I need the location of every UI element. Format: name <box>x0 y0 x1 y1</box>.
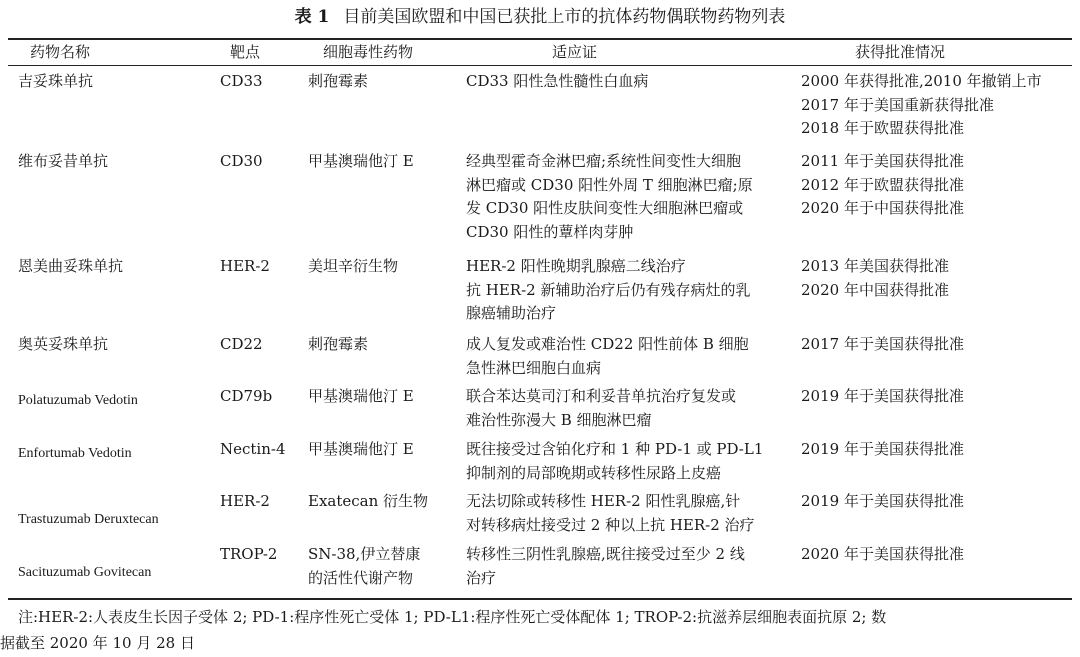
cell-approval-status <box>801 150 1076 221</box>
cell-target-line: CD22 <box>220 335 263 353</box>
cell-indication <box>466 385 796 432</box>
cell-cytotoxic-drug-line: 甲基澳瑞他汀 E <box>308 440 414 458</box>
cell-cytotoxic-drug <box>308 490 458 514</box>
cell-cytotoxic-drug-line: 甲基澳瑞他汀 E <box>308 152 414 170</box>
cell-drug-name <box>18 333 218 357</box>
cell-approval-status-line: 2020 年中国获得批准 <box>801 280 949 299</box>
cell-approval-status-line: 2020 年于美国获得批准 <box>801 545 964 563</box>
cell-target-line: CD33 <box>220 72 263 90</box>
table-caption <box>0 6 1080 28</box>
cell-cytotoxic-drug <box>308 333 458 357</box>
cell-indication-line: 腺癌辅助治疗 <box>466 304 557 322</box>
cell-target-line: TROP-2 <box>220 545 278 563</box>
table-number: 表 1 <box>294 7 330 27</box>
cell-drug-name-line: Trastuzumab Deruxtecan <box>18 512 159 527</box>
cell-approval-status <box>801 385 1076 409</box>
cell-approval-status <box>801 438 1076 462</box>
header-rule <box>8 65 1072 66</box>
cell-target <box>220 255 305 279</box>
cell-approval-status <box>801 543 1076 567</box>
cell-target <box>220 385 305 409</box>
cell-indication-line: 淋巴瘤或 CD30 阳性外周 T 细胞淋巴瘤;原 <box>466 175 753 194</box>
cell-cytotoxic-drug <box>308 543 458 590</box>
cell-indication-line: 抑制剂的局部晚期或转移性尿路上皮癌 <box>466 463 722 482</box>
cell-drug-name-line: 吉妥珠单抗 <box>18 72 94 90</box>
cell-indication <box>466 438 796 485</box>
cell-approval-status <box>801 333 1076 357</box>
cell-drug-name-line: Enfortumab Vedotin <box>18 446 132 461</box>
cell-cytotoxic-drug <box>308 255 458 279</box>
cell-indication-line: 无法切除或转移性 HER-2 阳性乳腺癌,针 <box>466 492 741 510</box>
cell-drug-name-line: 恩美曲妥珠单抗 <box>18 257 124 275</box>
cell-indication-line: 抗 HER-2 新辅助治疗后仍有残存病灶的乳 <box>466 280 751 299</box>
cell-target <box>220 543 305 567</box>
cell-indication-line: 对转移病灶接受过 2 种以上抗 HER-2 治疗 <box>466 515 755 534</box>
note-line: 注:HER-2:人表皮生长因子受体 2; PD-1:程序性死亡受体 1; PD-L1:程序性死亡受体配体 1; TROP-2:抗滋养层细胞表面抗原 2; 数 <box>18 608 887 626</box>
cell-indication-line: CD33 阳性急性髓性白血病 <box>466 72 649 90</box>
cell-target-line: CD30 <box>220 152 263 170</box>
cell-indication-line: HER-2 阳性晚期乳腺癌二线治疗 <box>466 257 686 275</box>
cell-target <box>220 150 305 174</box>
cell-drug-name <box>18 70 218 94</box>
cell-approval-status-line: 2017 年于美国获得批准 <box>801 335 964 353</box>
cell-approval-status-line: 2017 年于美国重新获得批准 <box>801 95 994 114</box>
header-target: 靶点 <box>230 43 261 61</box>
cell-indication-line: 难治性弥漫大 B 细胞淋巴瘤 <box>466 410 652 429</box>
cell-indication <box>466 333 796 380</box>
bottom-rule <box>8 598 1072 600</box>
cell-cytotoxic-drug-line: SN-38,伊立替康 <box>308 545 421 563</box>
cell-indication-line: 既往接受过含铂化疗和 1 种 PD-1 或 PD-L1 <box>466 440 764 458</box>
cell-indication <box>466 70 796 94</box>
cell-cytotoxic-drug <box>308 150 458 174</box>
cell-cytotoxic-drug-line: 甲基澳瑞他汀 E <box>308 387 414 405</box>
cell-approval-status <box>801 70 1076 141</box>
cell-indication <box>466 255 796 326</box>
cell-target-line: Nectin-4 <box>220 440 286 458</box>
table-note <box>0 604 1072 656</box>
cell-cytotoxic-drug-line: 美坦辛衍生物 <box>308 257 399 275</box>
cell-approval-status-line: 2012 年于欧盟获得批准 <box>801 175 964 194</box>
cell-approval-status-line: 2019 年于美国获得批准 <box>801 492 964 510</box>
cell-target-line: CD79b <box>220 387 273 405</box>
header-drug-name: 药物名称 <box>30 43 91 61</box>
cell-cytotoxic-drug <box>308 70 458 94</box>
cell-drug-name <box>18 389 218 413</box>
header-cytotoxic-drug: 细胞毒性药物 <box>323 43 414 61</box>
cell-target <box>220 70 305 94</box>
cell-approval-status-line: 2019 年于美国获得批准 <box>801 440 964 458</box>
cell-cytotoxic-drug-line: 刺孢霉素 <box>308 72 369 90</box>
cell-indication-line: 经典型霍奇金淋巴瘤;系统性间变性大细胞 <box>466 152 742 170</box>
cell-indication-line: CD30 阳性的蕈样肉芽肿 <box>466 222 634 241</box>
cell-drug-name-line: 维布妥昔单抗 <box>18 152 109 170</box>
cell-target-line: HER-2 <box>220 492 270 510</box>
cell-cytotoxic-drug-line: 刺孢霉素 <box>308 335 369 353</box>
cell-target <box>220 438 305 462</box>
cell-indication-line: 转移性三阴性乳腺癌,既往接受过至少 2 线 <box>466 545 745 563</box>
cell-cytotoxic-drug <box>308 438 458 462</box>
note-line: 据截至 2020 年 10 月 28 日 <box>0 634 195 652</box>
cell-approval-status-line: 2013 年美国获得批准 <box>801 257 949 275</box>
cell-target <box>220 333 305 357</box>
cell-approval-status-line: 2020 年于中国获得批准 <box>801 199 964 217</box>
cell-drug-name <box>18 442 218 466</box>
table-title: 目前美国欧盟和中国已获批上市的抗体药物偶联物药物列表 <box>343 7 786 27</box>
cell-indication <box>466 490 796 537</box>
cell-drug-name <box>18 150 218 174</box>
cell-indication-line: 急性淋巴细胞白血病 <box>466 358 602 377</box>
cell-target-line: HER-2 <box>220 257 270 275</box>
cell-drug-name <box>18 561 218 585</box>
cell-indication-line: 联合苯达莫司汀和利妥昔单抗治疗复发或 <box>466 387 737 405</box>
cell-drug-name <box>18 255 218 279</box>
cell-approval-status <box>801 255 1076 302</box>
cell-approval-status-line: 2011 年于美国获得批准 <box>801 152 964 170</box>
top-rule <box>8 38 1072 40</box>
cell-cytotoxic-drug-line: 的活性代谢产物 <box>308 568 414 587</box>
cell-approval-status-line: 2018 年于欧盟获得批准 <box>801 119 964 137</box>
cell-approval-status-line: 2000 年获得批准,2010 年撤销上市 <box>801 72 1042 90</box>
cell-approval-status <box>801 490 1076 514</box>
cell-drug-name-line: Sacituzumab Govitecan <box>18 565 152 580</box>
cell-indication-line: 发 CD30 阳性皮肤间变性大细胞淋巴瘤或 <box>466 199 744 217</box>
cell-indication-line: 治疗 <box>466 568 497 587</box>
cell-indication-line: 成人复发或难治性 CD22 阳性前体 B 细胞 <box>466 335 749 353</box>
cell-indication <box>466 150 796 244</box>
cell-drug-name-line: 奥英妥珠单抗 <box>18 335 109 353</box>
cell-drug-name-line: Polatuzumab Vedotin <box>18 393 138 408</box>
cell-target <box>220 490 305 514</box>
cell-drug-name <box>18 508 218 532</box>
cell-indication <box>466 543 796 590</box>
cell-cytotoxic-drug <box>308 385 458 409</box>
cell-approval-status-line: 2019 年于美国获得批准 <box>801 387 964 405</box>
header-indication: 适应证 <box>552 43 598 61</box>
header-approval-status: 获得批准情况 <box>855 43 946 61</box>
cell-cytotoxic-drug-line: Exatecan 衍生物 <box>308 492 429 510</box>
